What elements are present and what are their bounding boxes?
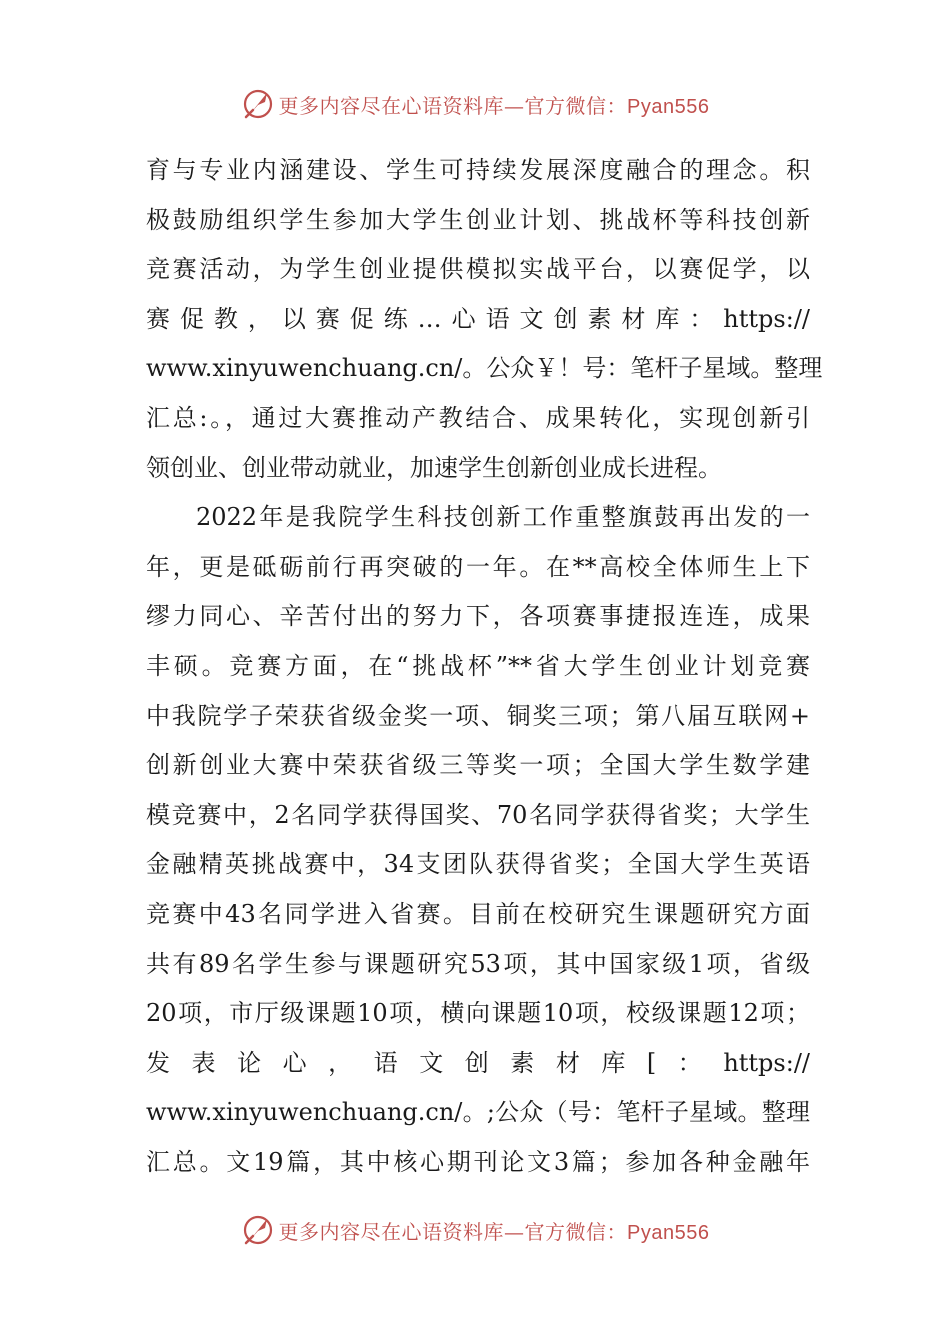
body-line: 年，更是砥砺前行再突破的一年。在**高校全体师生上下 <box>146 552 810 581</box>
body-line: 汇总。文19篇，其中核心期刊论文3篇；参加各种金融年 <box>146 1147 810 1176</box>
header-banner-text: 更多内容尽在心语资料库—官方微信：Pyan556 <box>278 93 710 118</box>
body-line: 竞赛中43名同学进入省赛。目前在校研究生课题研究方面 <box>146 899 810 928</box>
footer-banner-text: 更多内容尽在心语资料库—官方微信：Pyan556 <box>278 1219 710 1244</box>
header-banner <box>0 82 950 126</box>
body-line: 育与专业内涵建设、学生可持续发展深度融合的理念。积 <box>146 156 810 184</box>
body-line: 2022年是我院学生科技创新工作重整旗鼓再出发的一 <box>196 503 810 532</box>
body-line: 创新创业大赛中荣获省级三等奖一项；全国大学生数学建 <box>146 751 810 780</box>
body-line: 赛促教，以赛促练…心语文创素材库：https:// <box>146 304 810 333</box>
body-line: 极鼓励组织学生参加大学生创业计划、挑战杯等科技创新 <box>146 205 810 234</box>
body-line: 竞赛活动，为学生创业提供模拟实战平台，以赛促学，以 <box>146 255 810 284</box>
document-body <box>146 146 823 1187</box>
body-line: 缪力同心、辛苦付出的努力下，各项赛事捷报连连，成果 <box>146 602 810 631</box>
header-wechat-handle: Pyan556 <box>627 95 710 118</box>
body-line: www.xinyuwenchuang.cn/。;公众（号：笔杆子星域。整理 <box>146 1098 810 1127</box>
quill-logo-icon <box>241 1213 275 1247</box>
body-line: 金融精英挑战赛中，34支团队获得省奖；全国大学生英语 <box>146 850 810 879</box>
body-line: 汇总:。，通过大赛推动产教结合、成果转化，实现创新引 <box>146 403 810 432</box>
body-line: 中我院学子荣获省级金奖一项、铜奖三项；第八届互联网+ <box>146 701 810 730</box>
quill-logo-icon <box>241 87 275 121</box>
body-line: 丰硕。竞赛方面，在“挑战杯”**省大学生创业计划竞赛 <box>146 651 810 680</box>
body-line: 发表论心，语文创素材库[：https:// <box>146 1048 810 1077</box>
footer-banner <box>0 1208 950 1252</box>
body-line: 模竞赛中，2名同学获得国奖、70名同学获得省奖；大学生 <box>146 800 810 829</box>
body-line: www.xinyuwenchuang.cn/。公众￥！号：笔杆子星域。整理 <box>146 354 823 383</box>
body-line: 共有89名学生参与课题研究53项，其中国家级1项，省级 <box>146 949 810 978</box>
footer-wechat-handle: Pyan556 <box>627 1221 710 1244</box>
body-line: 20项，市厅级课题10项，横向课题10项，校级课题12项； <box>146 999 810 1028</box>
body-line: 领创业、创业带动就业，加速学生创新创业成长进程。 <box>146 453 722 482</box>
